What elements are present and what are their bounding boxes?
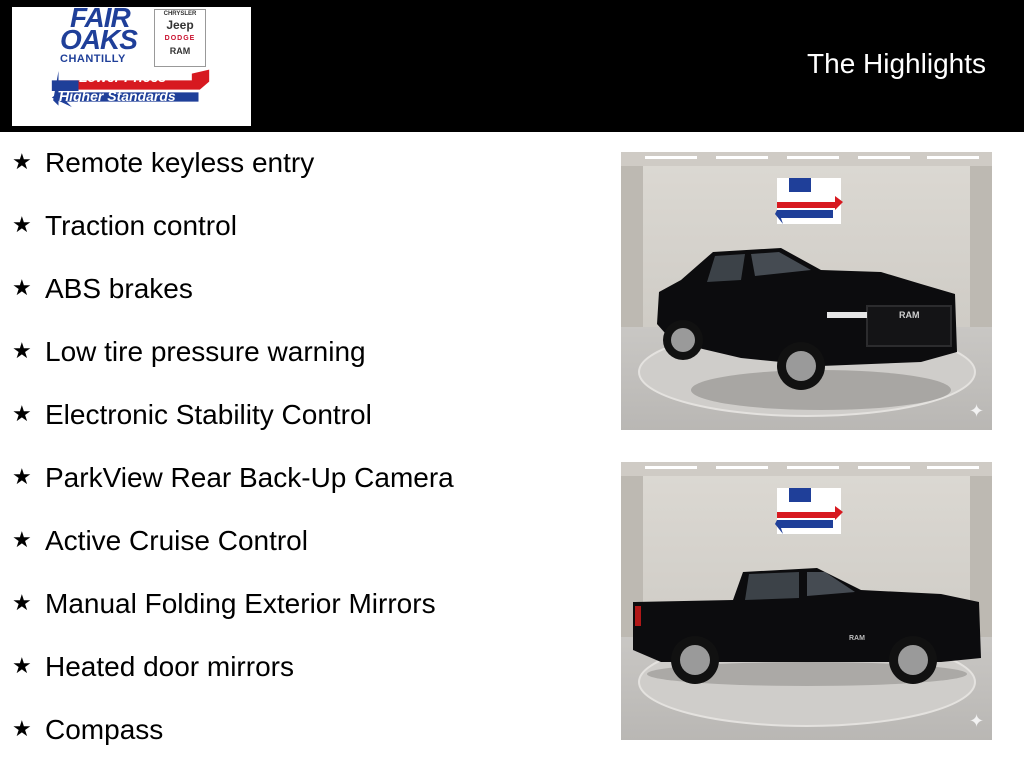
star-icon: ★ (12, 338, 32, 363)
feature-label: Electronic Stability Control (45, 399, 372, 430)
feature-label: Low tire pressure warning (45, 336, 366, 367)
list-item (12, 334, 454, 397)
list-item (12, 145, 454, 208)
header-bar (0, 0, 1024, 132)
feature-label: ParkView Rear Back-Up Camera (45, 462, 454, 493)
svg-text:RAM: RAM (899, 310, 920, 320)
list-item (12, 208, 454, 271)
list-item (12, 523, 454, 586)
feature-list (12, 145, 454, 775)
logo-text-chantilly: CHANTILLY (60, 53, 126, 65)
logo-slogan-2: Higher Standards (59, 88, 176, 104)
brand-jeep: Jeep (166, 18, 194, 32)
svg-text:RAM: RAM (849, 635, 865, 642)
feature-label: Heated door mirrors (45, 651, 294, 682)
brand-chrysler: CHRYSLER (163, 11, 197, 17)
feature-label: Active Cruise Control (45, 525, 308, 556)
list-item (12, 397, 454, 460)
feature-label: ABS brakes (45, 273, 193, 304)
list-item (12, 712, 454, 775)
star-icon: ★ (12, 590, 32, 615)
page-title: The Highlights (807, 48, 986, 79)
star-icon: ★ (12, 212, 32, 237)
list-item (12, 271, 454, 334)
list-item (12, 586, 454, 649)
star-icon: ★ (12, 653, 32, 678)
dealer-logo[interactable] (12, 7, 251, 126)
feature-label: Compass (45, 714, 164, 745)
feature-label: Traction control (45, 210, 237, 241)
list-item (12, 649, 454, 712)
logo-slogan-1: Lower Prices (79, 69, 167, 85)
star-icon: ★ (12, 716, 32, 741)
logo-text-oaks: OAKS (60, 24, 137, 55)
feature-label: Manual Folding Exterior Mirrors (45, 588, 436, 619)
svg-text:✦: ✦ (969, 401, 985, 422)
list-item (12, 460, 454, 523)
brand-ram: RAM (169, 46, 191, 56)
star-icon: ★ (12, 527, 32, 552)
truck-side-profile-photo[interactable] (621, 462, 992, 740)
star-icon: ★ (12, 149, 32, 174)
logo-brand-box (154, 9, 206, 67)
truck-front-three-quarter-photo[interactable] (621, 152, 992, 430)
feature-label: Remote keyless entry (45, 147, 315, 178)
logo-text-fair: FAIR (70, 7, 130, 33)
star-icon: ★ (12, 401, 32, 426)
svg-text:✦: ✦ (969, 711, 985, 732)
star-icon: ★ (12, 464, 32, 489)
brand-dodge: DODGE (164, 35, 196, 42)
star-icon: ★ (12, 275, 32, 300)
